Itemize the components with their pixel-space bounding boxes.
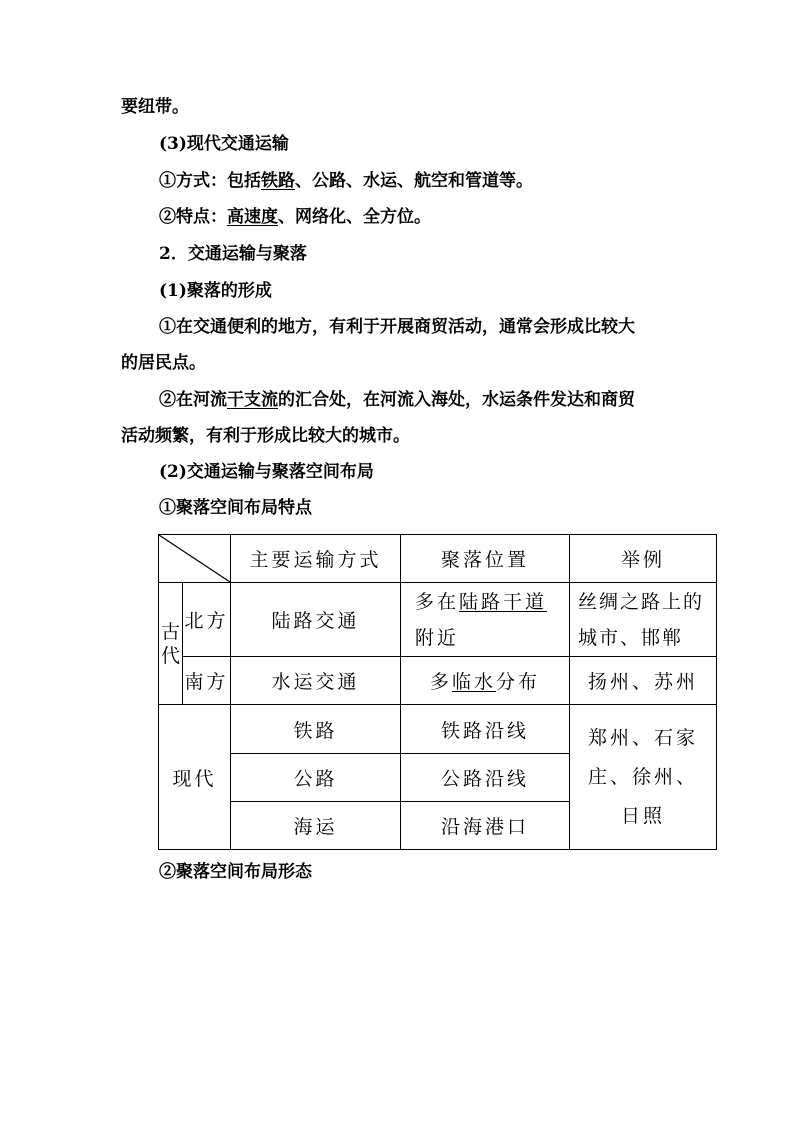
formation-point-2-line-2: 活动频繁，有利于形成比较大的城市。 [121, 426, 410, 446]
south-location: 多临水分布 [401, 657, 570, 705]
table-header-row [159, 535, 717, 583]
modern-transport-ways: ①方式：包括铁路、公路、水运、航空和管道等。 [159, 171, 533, 191]
north-label: 北方 [183, 583, 231, 657]
shipping-location: 沿海港口 [401, 802, 570, 850]
heading-modern-transport: (3)现代交通运输 [159, 134, 289, 154]
north-transport: 陆路交通 [231, 583, 401, 657]
subheading-settlement-formation: (1)聚落的形成 [159, 281, 272, 301]
header-example: 举例 [570, 535, 717, 583]
formation-point-1-line-2: 的居民点。 [121, 353, 206, 373]
south-example: 扬州、苏州 [570, 657, 717, 705]
south-transport: 水运交通 [231, 657, 401, 705]
modern-label: 现代 [159, 705, 231, 850]
formation-point-1-line-1: ①在交通便利的地方，有利于开展商贸活动，通常会形成比较大 [159, 317, 635, 337]
header-transport-mode: 主要运输方式 [231, 535, 401, 583]
layout-features-title: ①聚落空间布局特点 [159, 498, 312, 518]
shipping-transport: 海运 [231, 802, 401, 850]
south-label: 南方 [183, 657, 231, 705]
table-row-railway [159, 705, 717, 754]
north-location: 多在陆路干道附近 [401, 583, 570, 657]
diagonal-header-cell [159, 535, 231, 583]
ancient-label: 古代 [160, 620, 180, 667]
table-row-north [159, 583, 717, 657]
paragraph-continuation: 要纽带。 [121, 97, 189, 117]
north-example: 丝绸之路上的城市、邯郸 [570, 583, 717, 657]
formation-point-2-line-1: ②在河流干支流的汇合处，在河流入海处，水运条件发达和商贸 [159, 390, 635, 410]
railway-transport: 铁路 [231, 705, 401, 754]
header-settlement-location: 聚落位置 [401, 535, 570, 583]
ancient-label-cell [159, 583, 183, 705]
modern-transport-features: ②特点：高速度、网络化、全方位。 [159, 207, 431, 227]
subheading-spatial-layout: (2)交通运输与聚落空间布局 [159, 462, 374, 482]
layout-form-title: ②聚落空间布局形态 [159, 862, 312, 882]
railway-location: 铁路沿线 [401, 705, 570, 754]
modern-example: 郑州、石家庄、徐州、日照 [570, 705, 717, 850]
table-row-south [159, 657, 717, 705]
settlement-layout-table [158, 534, 717, 850]
highway-location: 公路沿线 [401, 754, 570, 802]
section-heading-2: 2．交通运输与聚落 [159, 244, 307, 264]
highway-transport: 公路 [231, 754, 401, 802]
